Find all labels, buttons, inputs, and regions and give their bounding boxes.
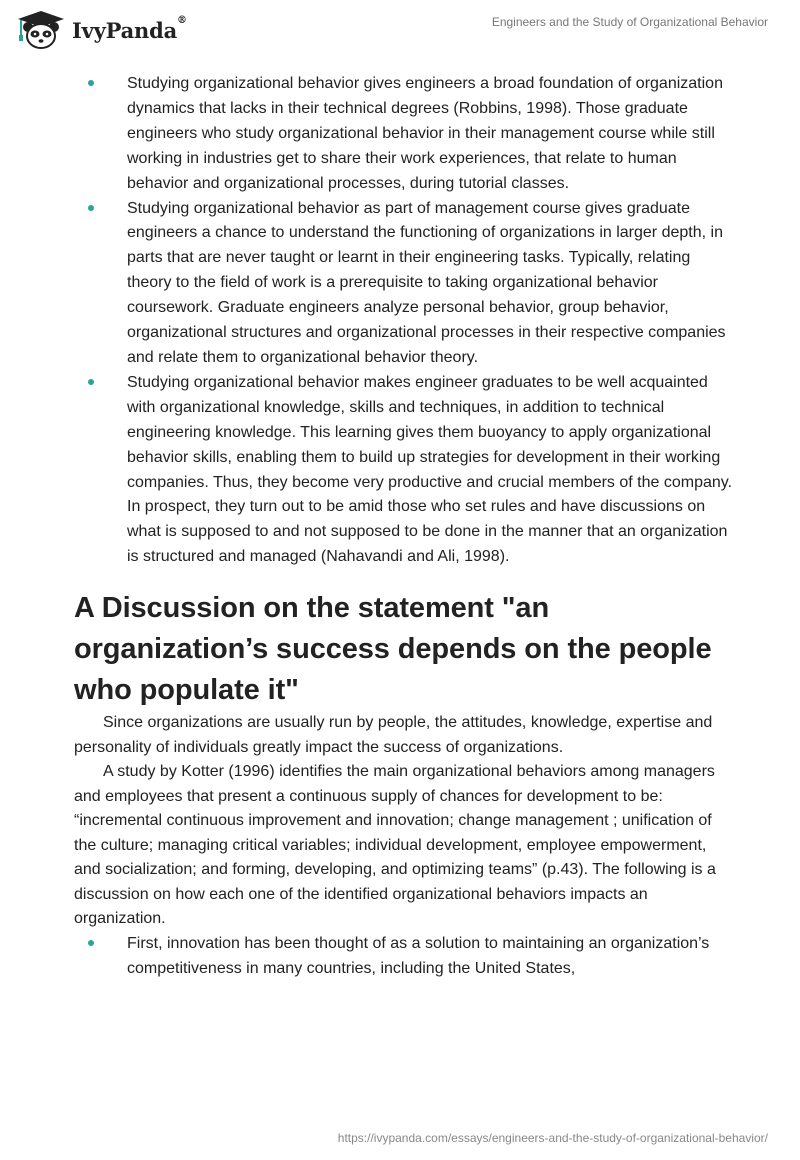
paragraph: A study by Kotter (1996) identifies the main organizational behaviors among managers and employees that present a continuous supply of chances for development to be: “incremental continuous improvement and innovation; change management ; unification of the culture; managing critical variables; individual development, employee empowerment, and socialization; and forming, developing, and optimizing teams” (p.43). The following is a discussion on how each one of the identified organizational behaviors impacts an organization. — [74, 763, 716, 928]
list-item — [74, 371, 734, 570]
brand-logo[interactable] — [16, 10, 187, 50]
bullet-dot-icon — [88, 940, 94, 946]
list-item-text: First, innovation has been thought of as a solution to maintaining an organization’s competitiveness in many countries, including the United States, — [127, 934, 710, 977]
brand-name: IvyPanda® — [72, 14, 187, 43]
list-item — [74, 72, 734, 197]
page-header — [0, 0, 800, 60]
bullet-dot-icon — [88, 80, 94, 86]
bullet-dot-icon — [88, 379, 94, 385]
section-heading: A Discussion on the statement "an organization’s success depends on the people who populate it" — [74, 592, 712, 707]
list-item — [74, 197, 734, 371]
document-title: Engineers and the Study of Organizational Behavior — [491, 15, 768, 29]
paragraph: Since organizations are usually run by people, the attitudes, knowledge, expertise and personality of individuals greatly impact the success of organizations. — [74, 714, 713, 756]
panda-graduate-icon — [16, 10, 66, 50]
list-item-text: Studying organizational behavior as part of management course gives graduate engineers a chance to understand the functioning of organizations in larger depth, in parts that are never taught or learnt in their engineering tasks. Typically, relating theory to the field of work is a prerequisite to taking organizational behavior coursework. Graduate engineers analyze personal behavior, group behavior, organizational structures and organizational processes in their respective companies and relate them to organizational behavior theory. — [127, 199, 726, 366]
list-item-text: Studying organizational behavior makes engineer graduates to be well acquainted with organizational knowledge, skills and techniques, in addition to technical engineering knowledge. This learning gives them buoyancy to apply organizational behavior skills, enabling them to build up strategies for development in their working companies. Thus, they become very productive and crucial members of the company. In prospect, they turn out to be amid those who set rules and have discussions on what is supposed to and not supposed to be done in the manner that an organization is structured and managed (Nahavandi and Ali, 1998). — [127, 373, 733, 566]
list-item — [74, 932, 734, 982]
article-body — [74, 72, 734, 981]
bullet-list-bottom — [74, 932, 734, 982]
list-item-text: Studying organizational behavior gives engineers a broad foundation of organization dynamics that lacks in their technical degrees (Robbins, 1998). Those graduate engineers who study organizational behavior in their management course while still working in industries get to share their work experiences, that relate to human behavior and organizational processes, during tutorial classes. — [127, 75, 723, 192]
bullet-dot-icon — [88, 205, 94, 211]
bullet-list-top — [74, 72, 734, 570]
source-url-link[interactable]: https://ivypanda.com/essays/engineers-and-the-study-of-organizational-behavior/ — [337, 1131, 768, 1145]
